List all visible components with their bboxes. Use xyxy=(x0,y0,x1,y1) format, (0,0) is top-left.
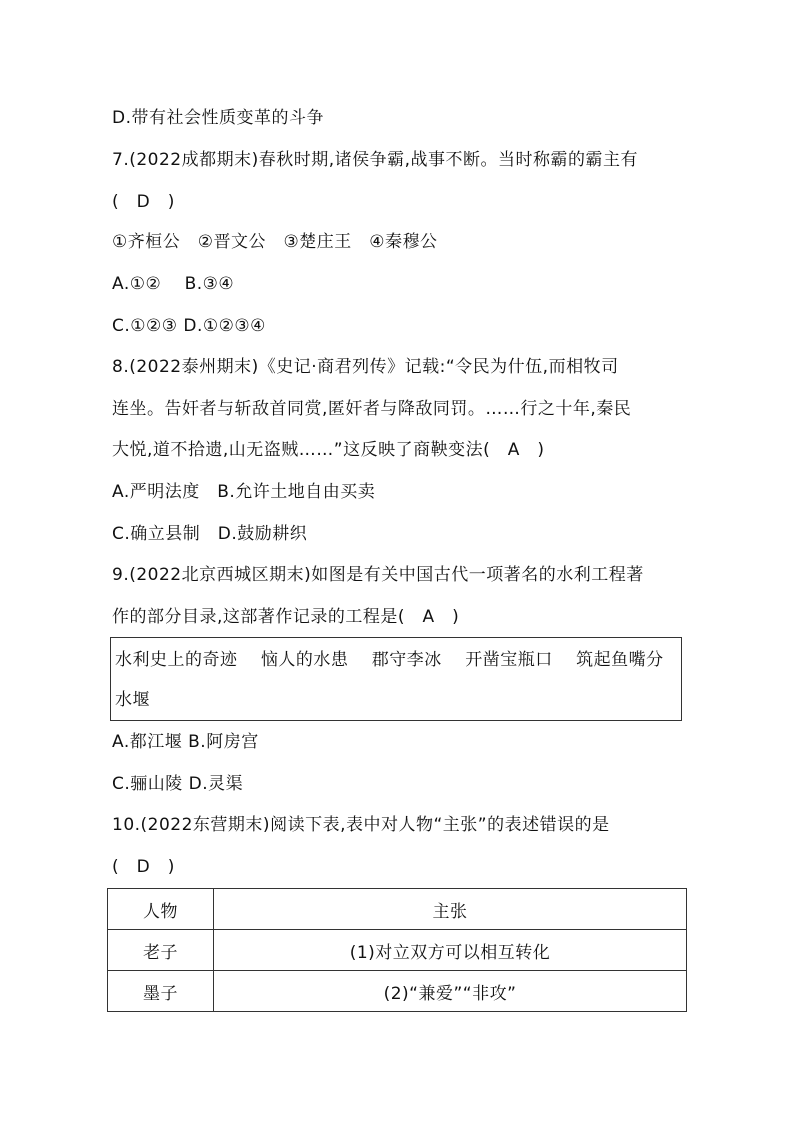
q8-stem-line-3: 大悦,道不拾遗,山无盗贼……”这反映了商鞅变法( A ) xyxy=(112,440,545,460)
q9-contents-box xyxy=(110,637,682,721)
table-cell-claim: (2)“兼爱”“非攻” xyxy=(214,971,687,1012)
q7-stem: 7.(2022成都期末)春秋时期,诸侯争霸,战事不断。当时称霸的霸主有 xyxy=(112,150,639,170)
q8-stem-line-1: 8.(2022泰州期末)《史记·商君列传》记载:“令民为什伍,而相牧司 xyxy=(112,357,619,377)
table-cell-person: 墨子 xyxy=(108,971,214,1012)
q9-box-line-1: 水利史上的奇迹 恼人的水患 郡守李冰 开凿宝瓶口 筑起鱼嘴分 xyxy=(115,650,664,670)
persons-table xyxy=(107,888,687,1012)
q9-stem-line-2: 作的部分目录,这部著作记录的工程是( A ) xyxy=(112,607,460,627)
q7-options-ab: A.①② B.③④ xyxy=(112,274,235,294)
table-header-row xyxy=(108,889,687,930)
q8-options-cd: C.确立县制 D.鼓励耕织 xyxy=(112,524,308,544)
q7-answer: ( D ) xyxy=(112,192,175,212)
table-header-cell: 人物 xyxy=(108,889,214,930)
q7-options-cd: C.①②③ D.①②③④ xyxy=(112,316,266,336)
q8-stem-line-2: 连坐。告奸者与斩敌首同赏,匿奸者与降敌同罚。……行之十年,秦民 xyxy=(112,399,632,419)
q7-items: ①齐桓公 ②晋文公 ③楚庄王 ④秦穆公 xyxy=(112,232,438,252)
q9-options-ab: A.都江堰 B.阿房宫 xyxy=(112,732,259,752)
table-cell-person: 老子 xyxy=(108,930,214,971)
table-row xyxy=(108,930,687,971)
q10-answer: ( D ) xyxy=(112,857,175,877)
table-row xyxy=(108,971,687,1012)
table-header-cell: 主张 xyxy=(214,889,687,930)
q9-options-cd: C.骊山陵 D.灵渠 xyxy=(112,774,244,794)
q9-stem-line-1: 9.(2022北京西城区期末)如图是有关中国古代一项著名的水利工程著 xyxy=(112,565,644,585)
q9-box-line-2: 水堰 xyxy=(115,690,150,710)
q6-option-d: D.带有社会性质变革的斗争 xyxy=(112,108,324,128)
q10-stem: 10.(2022东营期末)阅读下表,表中对人物“主张”的表述错误的是 xyxy=(112,815,610,835)
q8-options-ab: A.严明法度 B.允许土地自由买卖 xyxy=(112,482,376,502)
table-cell-claim: (1)对立双方可以相互转化 xyxy=(214,930,687,971)
